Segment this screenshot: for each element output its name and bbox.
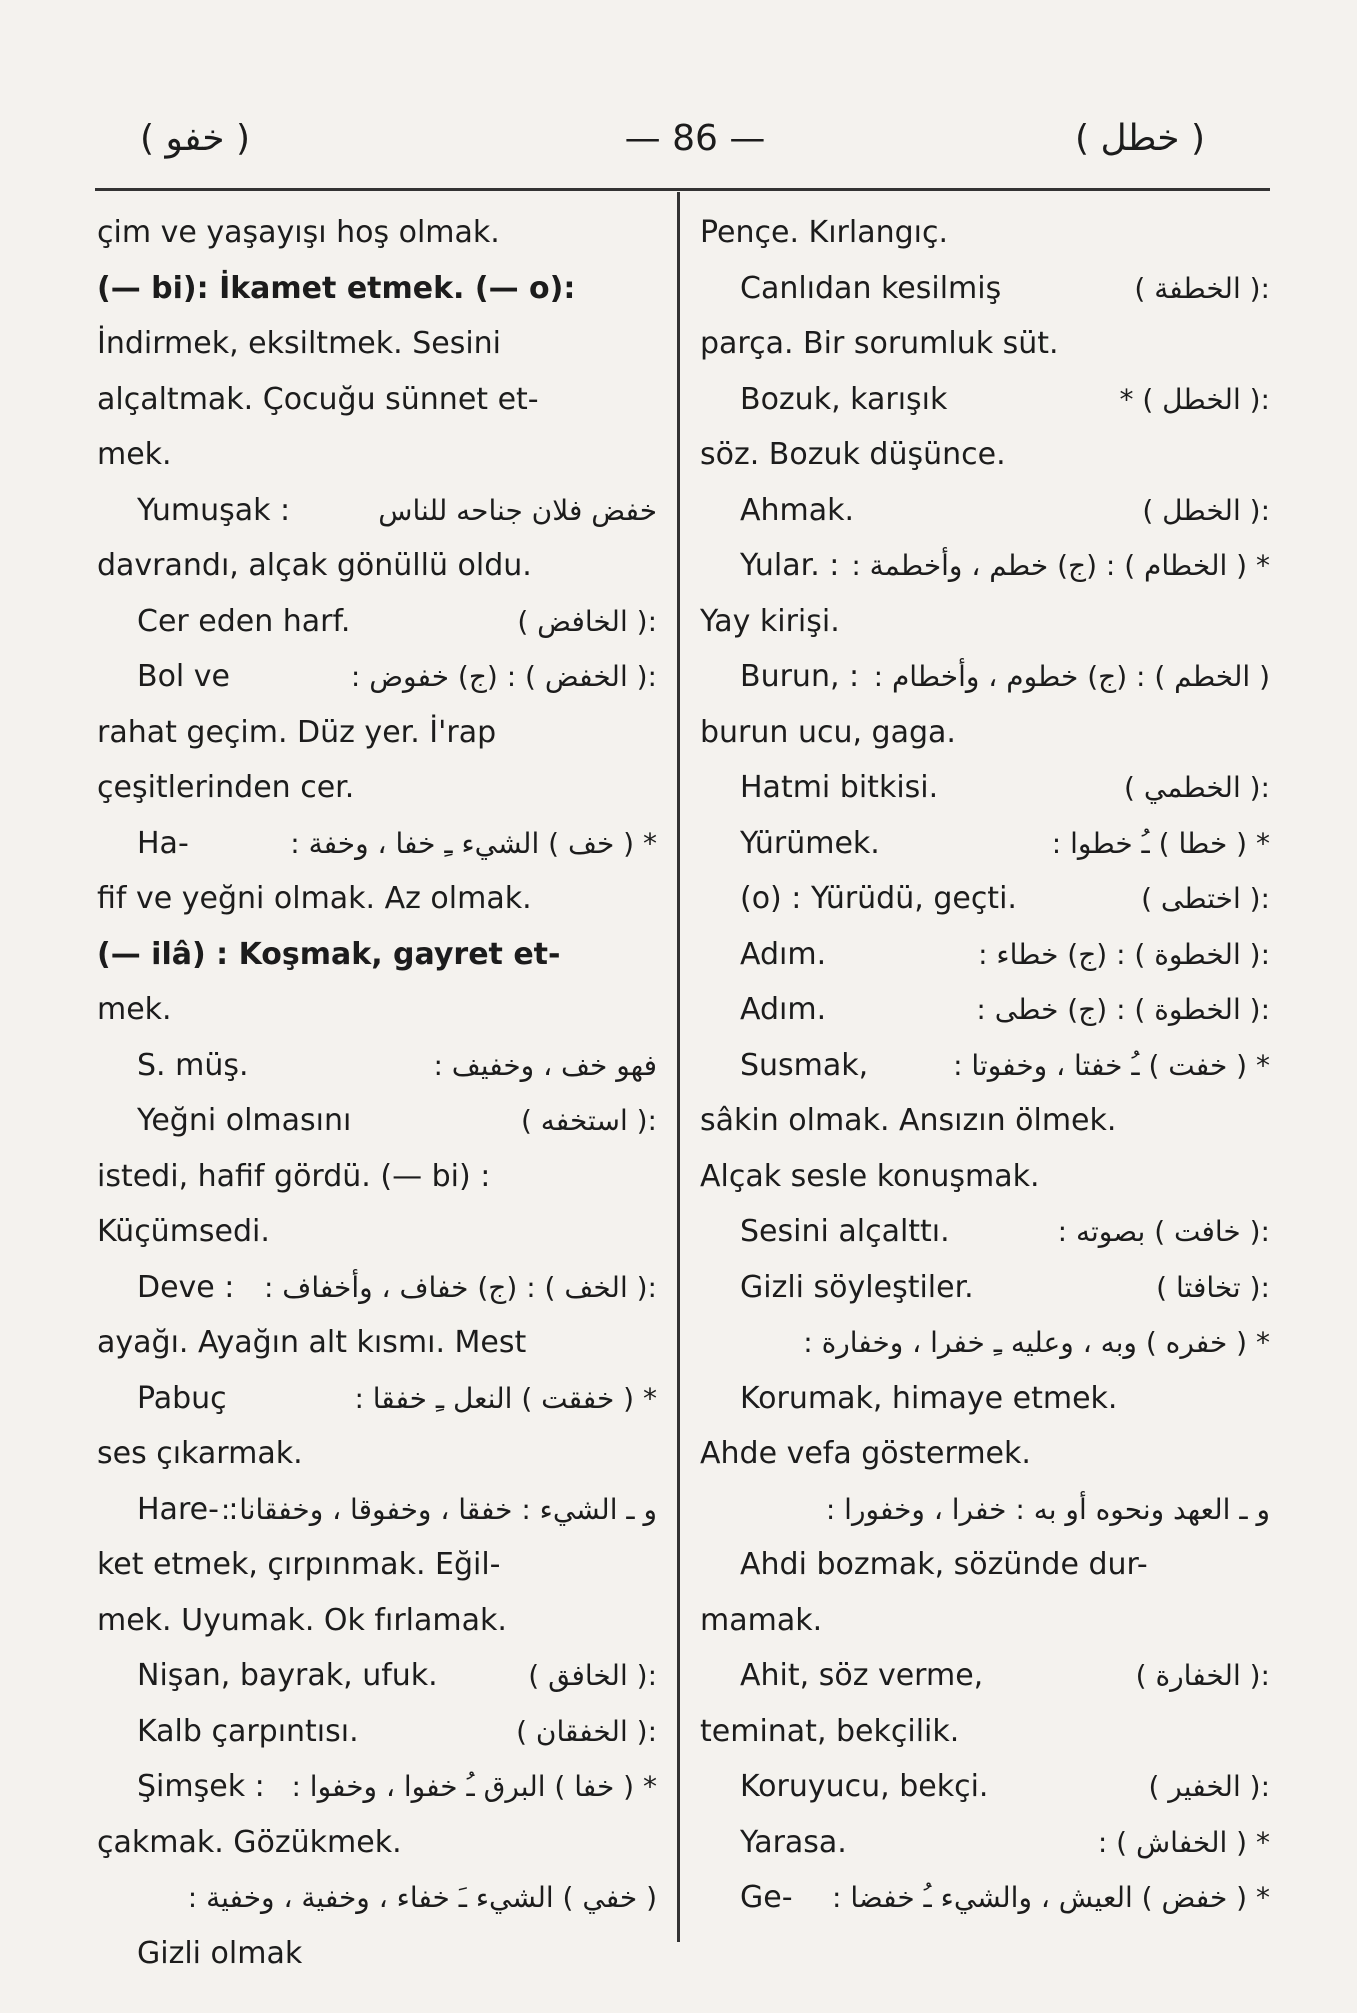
arabic-headword: * ( خفض ) العيش ، والشيء ـُ خفضا : (832, 1881, 1270, 1914)
turkish-text: Burun, : (740, 659, 860, 694)
entry-line (700, 1204, 1270, 1260)
turkish-text: Ha- (137, 825, 189, 861)
turkish-text: Sesini alçalttı. (740, 1214, 950, 1249)
turkish-text: Yürümek. (740, 825, 880, 861)
turkish-text: (— bi): İkamet etmek. (— o): (97, 270, 576, 306)
entry-line (700, 1315, 1270, 1371)
entry-line (700, 982, 1270, 1038)
entry-line (700, 927, 1270, 983)
arabic-headword: :( الخطمي ) (1124, 771, 1270, 804)
turkish-text: ket etmek, çırpınmak. Eğil- (97, 1547, 501, 1582)
entry-line (700, 1870, 1270, 1926)
turkish-text: mek. (97, 992, 172, 1027)
turkish-text: çakmak. Gözükmek. (97, 1824, 402, 1860)
arabic-headword: :( الخافق ) (528, 1659, 657, 1692)
entry-line (700, 1815, 1270, 1871)
turkish-text: Yumuşak : (137, 492, 291, 528)
turkish-text: Adım. (740, 992, 827, 1027)
entry-line (700, 1260, 1270, 1316)
turkish-text: Korumak, himaye etmek. (740, 1380, 1118, 1416)
entry-line (700, 1759, 1270, 1815)
column-divider (677, 192, 680, 1942)
entry-line (97, 1648, 657, 1704)
entry-line (97, 1204, 657, 1260)
turkish-text: burun ucu, gaga. (700, 714, 956, 750)
entry-line (97, 1482, 657, 1538)
entry-line (97, 261, 657, 317)
turkish-text: Kalb çarpıntısı. (137, 1713, 359, 1749)
entry-line (97, 1315, 657, 1371)
entry-line (700, 871, 1270, 927)
right-column (700, 205, 1270, 1926)
entry-line (700, 1648, 1270, 1704)
turkish-text: Şimşek : (137, 1769, 265, 1804)
entry-line (97, 1426, 657, 1482)
arabic-headword: ( خفي ) الشيء ـَ خفاء ، وخفية ، وخفية : (187, 1881, 657, 1914)
turkish-text: mek. Uyumak. Ok fırlamak. (97, 1602, 507, 1638)
entry-line (700, 1149, 1270, 1205)
entry-line (97, 1260, 657, 1316)
turkish-text: Ahmak. (740, 492, 855, 528)
turkish-text: Koruyucu, bekçi. (740, 1769, 989, 1804)
arabic-headword: :( الخفض ) : (ج) خفوض : (350, 660, 657, 693)
entry-line (700, 816, 1270, 872)
entry-line (700, 538, 1270, 594)
turkish-text: Bozuk, karışık (740, 381, 948, 417)
turkish-text: Pabuç (137, 1380, 227, 1416)
turkish-text: Ahdi bozmak, sözünde dur- (740, 1547, 1148, 1582)
entry-line (97, 927, 657, 983)
entry-line (97, 1093, 657, 1149)
turkish-text: davrandı, alçak gönüllü oldu. (97, 548, 532, 583)
turkish-text: Ahde vefa göstermek. (700, 1436, 1031, 1471)
turkish-text: söz. Bozuk düşünce. (700, 437, 1006, 472)
turkish-text: Canlıdan kesilmiş (740, 270, 1002, 306)
arabic-headword: :( الخف ) : (ج) خفاف ، وأخفاف : (263, 1270, 657, 1304)
entry-line (97, 483, 657, 539)
left-column (97, 205, 657, 1981)
entry-line (700, 705, 1270, 761)
page-number: — 86 — (624, 118, 766, 159)
arabic-headword: * ( خف ) الشيء ـِ خفا ، وخفة : (290, 826, 657, 860)
turkish-text: Ahit, söz verme, (740, 1658, 984, 1693)
entry-line (97, 1815, 657, 1871)
turkish-text: Yay kirişi. (700, 603, 840, 639)
turkish-text: istedi, hafif gördü. (— bi) : (97, 1158, 491, 1194)
turkish-text: İndirmek, eksiltmek. Sesini (97, 326, 502, 361)
turkish-text: Yular. : (740, 548, 840, 583)
header-rule (95, 188, 1270, 191)
entry-line (97, 1593, 657, 1649)
turkish-text: parça. Bir sorumluk süt. (700, 326, 1059, 361)
arabic-headword: :( الخفارة ) (1135, 1659, 1270, 1692)
arabic-headword: :( الخفير ) (1148, 1770, 1270, 1803)
header-left-entry: ( خفو ) (140, 118, 251, 159)
arabic-headword: خفض فلان جناحه للناس (378, 493, 657, 527)
turkish-text: ayağı. Ayağın alt kısmı. Mest (97, 1325, 527, 1360)
entry-line (97, 1926, 657, 1982)
entry-line (700, 594, 1270, 650)
arabic-headword: :( الخطوة ) : (ج) خطاء : (978, 937, 1270, 971)
turkish-text: Deve : (137, 1269, 235, 1305)
entry-line (700, 649, 1270, 705)
entry-line (97, 1704, 657, 1760)
turkish-text: Yeğni olmasını (137, 1103, 352, 1138)
entry-line (700, 261, 1270, 317)
turkish-text: Alçak sesle konuşmak. (700, 1158, 1040, 1194)
arabic-headword: :( استخفه ) (520, 1104, 657, 1137)
entry-line (97, 871, 657, 927)
turkish-text: Hatmi bitkisi. (740, 770, 939, 805)
arabic-headword: * ( الخطام ) : (ج) خطم ، وأخطمة : (851, 549, 1270, 582)
entry-line (700, 205, 1270, 261)
entry-line (97, 1537, 657, 1593)
turkish-text: (o) : Yürüdü, geçti. (740, 881, 1017, 916)
arabic-headword: * ( الخفاش ) : (1097, 1825, 1270, 1859)
turkish-text: Küçümsedi. (97, 1214, 270, 1249)
arabic-headword: :( الخافض ) (517, 604, 657, 638)
entry-line (97, 427, 657, 483)
entry-line (700, 1593, 1270, 1649)
entry-line (700, 483, 1270, 539)
arabic-headword: :( الخطل ) (1142, 493, 1270, 527)
entry-line (97, 1149, 657, 1205)
entry-line (97, 372, 657, 428)
arabic-headword: و ـ الشيء : خفقا ، وخفوقا ، وخفقانا : (220, 1492, 657, 1526)
entry-line (97, 1759, 657, 1815)
arabic-headword: فهو خف ، وخفيف : (433, 1048, 657, 1082)
turkish-text: mamak. (700, 1602, 823, 1638)
turkish-text: Hare- : (137, 1491, 239, 1527)
entry-line (97, 982, 657, 1038)
turkish-text: alçaltmak. Çocuğu sünnet et- (97, 381, 539, 417)
arabic-headword: :( الخطوة ) : (ج) خطى : (976, 993, 1270, 1026)
entry-line (700, 1371, 1270, 1427)
arabic-headword: * ( خفقت ) النعل ـِ خفقا : (354, 1381, 657, 1415)
entry-line (700, 1038, 1270, 1094)
turkish-text: sâkin olmak. Ansızın ölmek. (700, 1103, 1117, 1138)
turkish-text: Gizli olmak (137, 1935, 303, 1971)
arabic-headword: :( الخطل ) * (1119, 382, 1270, 416)
header-right-entry: ( خطل ) (1075, 118, 1206, 159)
arabic-headword: ( الخطم ) : (ج) خطوم ، وأخطام : (873, 660, 1270, 693)
entry-line (97, 594, 657, 650)
turkish-text: çeşitlerinden cer. (97, 770, 355, 805)
arabic-headword: :( تخافتا ) (1156, 1270, 1270, 1304)
entry-line (97, 1870, 657, 1926)
entry-line (97, 816, 657, 872)
entry-line (700, 1426, 1270, 1482)
turkish-text: Bol ve (137, 659, 231, 694)
entry-line (97, 649, 657, 705)
arabic-headword: :( خافت ) بصوته : (1057, 1215, 1270, 1248)
turkish-text: Nişan, bayrak, ufuk. (137, 1658, 438, 1693)
entry-line (97, 1371, 657, 1427)
entry-line (700, 372, 1270, 428)
turkish-text: Ge- (740, 1880, 793, 1915)
arabic-headword: :( الخفقان ) (516, 1714, 657, 1748)
arabic-headword: :( الخطفة ) (1134, 271, 1270, 305)
entry-line (700, 1537, 1270, 1593)
arabic-headword: * ( خفت ) ـُ خفتا ، وخفوتا : (953, 1048, 1270, 1082)
arabic-headword: :( اختطى ) (1141, 882, 1270, 915)
turkish-text: teminat, bekçilik. (700, 1713, 960, 1749)
turkish-text: Yarasa. (740, 1824, 847, 1860)
entry-line (97, 705, 657, 761)
turkish-text: çim ve yaşayışı hoş olmak. (97, 215, 500, 250)
entry-line (700, 760, 1270, 816)
turkish-text: Susmak, (740, 1047, 869, 1083)
entry-line (700, 427, 1270, 483)
arabic-headword: * ( خطا ) ـُ خطوا : (1051, 826, 1270, 860)
turkish-text: S. müş. (137, 1047, 249, 1083)
turkish-text: ses çıkarmak. (97, 1436, 303, 1471)
entry-line (700, 1093, 1270, 1149)
turkish-text: mek. (97, 437, 172, 472)
arabic-headword: * ( خفا ) البرق ـُ خفوا ، وخفوا : (291, 1770, 657, 1803)
turkish-text: (— ilâ) : Koşmak, gayret et- (97, 936, 561, 972)
entry-line (700, 316, 1270, 372)
entry-line (97, 316, 657, 372)
turkish-text: rahat geçim. Düz yer. İ'rap (97, 714, 497, 750)
turkish-text: Pençe. Kırlangıç. (700, 215, 948, 250)
turkish-text: Adım. (740, 936, 827, 972)
entry-line (97, 205, 657, 261)
entry-line (97, 538, 657, 594)
arabic-headword: و ـ العهد ونحوه أو به : خفرا ، وخفورا : (825, 1492, 1270, 1526)
entry-line (97, 1038, 657, 1094)
entry-line (700, 1482, 1270, 1538)
entry-line (97, 760, 657, 816)
turkish-text: fif ve yeğni olmak. Az olmak. (97, 881, 532, 916)
arabic-headword: * ( خفره ) وبه ، وعليه ـِ خفرا ، وخفارة : (803, 1326, 1270, 1359)
entry-line (700, 1704, 1270, 1760)
turkish-text: Cer eden harf. (137, 603, 351, 639)
turkish-text: Gizli söyleştiler. (740, 1269, 974, 1305)
